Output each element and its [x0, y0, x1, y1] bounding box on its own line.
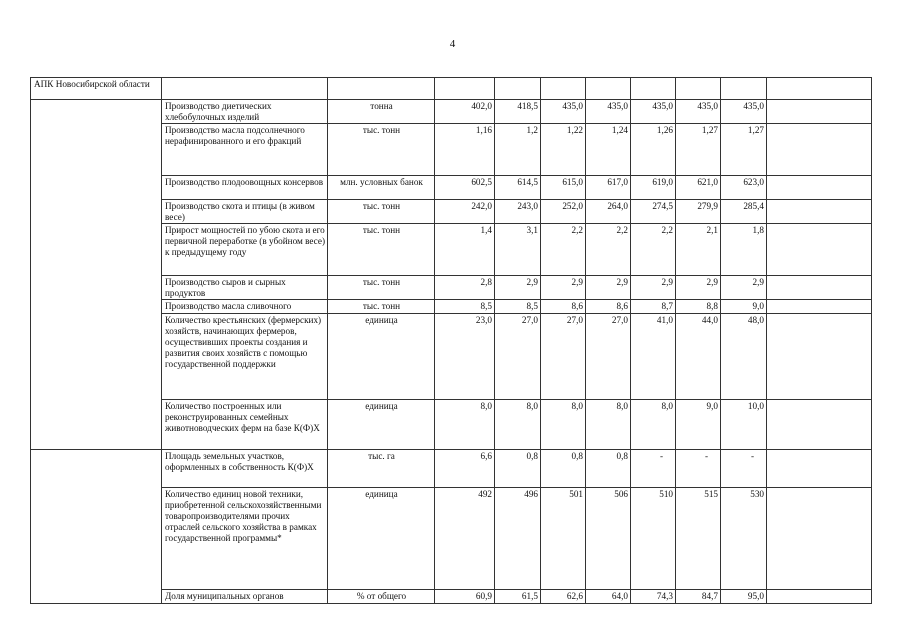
value-cell: 1,4 — [435, 224, 495, 276]
unit-cell: % от общего — [328, 590, 435, 604]
empty-cell — [495, 78, 541, 100]
empty-cell — [767, 488, 872, 590]
empty-cell — [767, 124, 872, 176]
unit-cell: тыс. га — [328, 450, 435, 488]
value-cell: 617,0 — [586, 176, 631, 200]
value-cell: 264,0 — [586, 200, 631, 224]
value-cell: 614,5 — [495, 176, 541, 200]
value-cell: 9,0 — [721, 300, 767, 314]
value-cell: 1,16 — [435, 124, 495, 176]
value-cell: 23,0 — [435, 314, 495, 400]
value-cell: 6,6 — [435, 450, 495, 488]
indicator-name-cell: Количество построенных или реконструированных семейных животноводческих ферм на базе К(Ф)Х — [162, 400, 328, 450]
empty-cell — [586, 78, 631, 100]
value-cell: 8,6 — [586, 300, 631, 314]
value-cell: 285,4 — [721, 200, 767, 224]
empty-cell — [541, 78, 586, 100]
value-cell: 0,8 — [495, 450, 541, 488]
value-cell: 8,7 — [631, 300, 676, 314]
value-cell: 8,6 — [541, 300, 586, 314]
value-cell: 619,0 — [631, 176, 676, 200]
value-cell: 8,0 — [541, 400, 586, 450]
value-cell: 1,27 — [721, 124, 767, 176]
indicator-name-cell: Производство диетических хлебобулочных изделий — [162, 100, 328, 124]
value-cell: 1,27 — [676, 124, 721, 176]
unit-cell: тонна — [328, 100, 435, 124]
value-cell: 27,0 — [586, 314, 631, 400]
value-cell: 506 — [586, 488, 631, 590]
value-cell: 615,0 — [541, 176, 586, 200]
indicator-name-cell: Производство масла подсолнечного нерафинированного и его фракций — [162, 124, 328, 176]
unit-cell: млн. условных банок — [328, 176, 435, 200]
value-cell: 8,0 — [631, 400, 676, 450]
empty-cell — [767, 300, 872, 314]
value-cell: 9,0 — [676, 400, 721, 450]
empty-cell — [631, 78, 676, 100]
value-cell: 274,5 — [631, 200, 676, 224]
value-cell: 8,8 — [676, 300, 721, 314]
value-cell: 1,22 — [541, 124, 586, 176]
indicator-name-cell: Количество крестьянских (фермерских) хозяйств, начинающих фермеров, осуществивших проекты создания и развития своих хозяйств с помощью государственной поддержки — [162, 314, 328, 400]
value-cell: 61,5 — [495, 590, 541, 604]
org-group-cell — [31, 100, 162, 450]
value-cell: - — [721, 450, 767, 488]
value-cell: 2,1 — [676, 224, 721, 276]
page-number: 4 — [449, 38, 456, 50]
empty-cell — [767, 400, 872, 450]
value-cell: 2,9 — [631, 276, 676, 300]
value-cell: 279,9 — [676, 200, 721, 224]
org-group-cell — [31, 450, 162, 604]
value-cell: 84,7 — [676, 590, 721, 604]
value-cell: 8,0 — [495, 400, 541, 450]
value-cell: 44,0 — [676, 314, 721, 400]
value-cell: - — [631, 450, 676, 488]
unit-cell: тыс. тонн — [328, 276, 435, 300]
value-cell: 2,9 — [495, 276, 541, 300]
value-cell: 41,0 — [631, 314, 676, 400]
value-cell: 621,0 — [676, 176, 721, 200]
value-cell: 1,24 — [586, 124, 631, 176]
value-cell: - — [676, 450, 721, 488]
value-cell: 62,6 — [541, 590, 586, 604]
value-cell: 435,0 — [721, 100, 767, 124]
value-cell: 402,0 — [435, 100, 495, 124]
value-cell: 501 — [541, 488, 586, 590]
value-cell: 48,0 — [721, 314, 767, 400]
value-cell: 8,5 — [495, 300, 541, 314]
value-cell: 435,0 — [631, 100, 676, 124]
value-cell: 0,8 — [586, 450, 631, 488]
value-cell: 530 — [721, 488, 767, 590]
value-cell: 3,1 — [495, 224, 541, 276]
empty-cell — [767, 450, 872, 488]
indicator-name-cell: Прирост мощностей по убою скота и его первичной переработке (в убойном весе) к предыдущему году — [162, 224, 328, 276]
value-cell: 95,0 — [721, 590, 767, 604]
value-cell: 1,26 — [631, 124, 676, 176]
value-cell: 2,8 — [435, 276, 495, 300]
value-cell: 435,0 — [586, 100, 631, 124]
empty-cell — [767, 314, 872, 400]
empty-cell — [767, 590, 872, 604]
value-cell: 418,5 — [495, 100, 541, 124]
value-cell: 27,0 — [495, 314, 541, 400]
unit-cell: тыс. тонн — [328, 300, 435, 314]
indicator-name-cell: Площадь земельных участков, оформленных в собственность К(Ф)Х — [162, 450, 328, 488]
value-cell: 492 — [435, 488, 495, 590]
empty-cell — [328, 78, 435, 100]
value-cell: 2,2 — [541, 224, 586, 276]
empty-cell — [721, 78, 767, 100]
value-cell: 2,9 — [721, 276, 767, 300]
indicator-name-cell: Производство скота и птицы (в живом весе) — [162, 200, 328, 224]
value-cell: 2,9 — [676, 276, 721, 300]
indicator-name-cell: Производство масла сливочного — [162, 300, 328, 314]
unit-cell: единица — [328, 314, 435, 400]
value-cell: 1,2 — [495, 124, 541, 176]
value-cell: 243,0 — [495, 200, 541, 224]
value-cell: 510 — [631, 488, 676, 590]
value-cell: 10,0 — [721, 400, 767, 450]
empty-cell — [767, 200, 872, 224]
indicator-name-cell: Количество единиц новой техники, приобретенной сельскохозяйственными товаропроизводителями прочих отраслей сельского хозяйства в рамках государственной программы* — [162, 488, 328, 590]
value-cell: 8,5 — [435, 300, 495, 314]
unit-cell: тыс. тонн — [328, 124, 435, 176]
value-cell: 623,0 — [721, 176, 767, 200]
empty-cell — [767, 78, 872, 100]
unit-cell: тыс. тонн — [328, 200, 435, 224]
table-row — [31, 100, 872, 124]
indicator-name-cell: Производство сыров и сырных продуктов — [162, 276, 328, 300]
empty-cell — [767, 276, 872, 300]
indicator-name-cell: Доля муниципальных органов — [162, 590, 328, 604]
table-row — [31, 450, 872, 488]
value-cell: 242,0 — [435, 200, 495, 224]
empty-cell — [435, 78, 495, 100]
value-cell: 1,8 — [721, 224, 767, 276]
unit-cell: тыс. тонн — [328, 224, 435, 276]
value-cell: 435,0 — [541, 100, 586, 124]
value-cell: 435,0 — [676, 100, 721, 124]
indicator-name-cell: Производство плодоовощных консервов — [162, 176, 328, 200]
value-cell: 2,9 — [541, 276, 586, 300]
empty-cell — [767, 176, 872, 200]
value-cell: 8,0 — [435, 400, 495, 450]
value-cell: 0,8 — [541, 450, 586, 488]
value-cell: 60,9 — [435, 590, 495, 604]
value-cell: 27,0 — [541, 314, 586, 400]
empty-cell — [676, 78, 721, 100]
value-cell: 74,3 — [631, 590, 676, 604]
value-cell: 2,2 — [631, 224, 676, 276]
value-cell: 496 — [495, 488, 541, 590]
value-cell: 602,5 — [435, 176, 495, 200]
value-cell: 2,9 — [586, 276, 631, 300]
empty-cell — [767, 100, 872, 124]
empty-cell — [767, 224, 872, 276]
org-cell: АПК Новосибирской области — [31, 78, 162, 100]
unit-cell: единица — [328, 400, 435, 450]
value-cell: 64,0 — [586, 590, 631, 604]
value-cell: 515 — [676, 488, 721, 590]
unit-cell: единица — [328, 488, 435, 590]
value-cell: 8,0 — [586, 400, 631, 450]
empty-cell — [162, 78, 328, 100]
value-cell: 252,0 — [541, 200, 586, 224]
value-cell: 2,2 — [586, 224, 631, 276]
table-header-row — [31, 78, 872, 100]
indicators-table — [30, 77, 872, 604]
